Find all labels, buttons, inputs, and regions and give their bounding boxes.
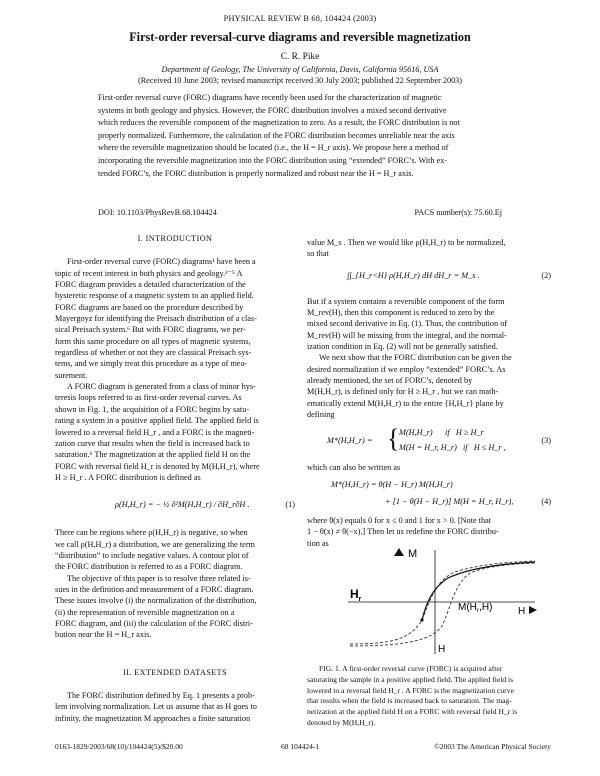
equation-4-number: (4): [541, 496, 551, 506]
label-m-hr-h: [458, 602, 492, 614]
figure-1-caption: [307, 664, 551, 729]
column-right: [307, 237, 551, 549]
text-line: M_rev(H), then this component is reduced to zero by the: [307, 308, 495, 318]
text-line: the FORC distribution is referred to as a FORC diagram.: [55, 562, 243, 572]
text-line: “distribution” to include negative values. A contour plot of: [55, 550, 249, 560]
text-line: lem involving normalization. Let us assume that as H goes to: [55, 702, 257, 712]
text-line: hysteretic response of a magnetic system to an applied field.: [55, 291, 254, 301]
text-line: FORC diagram, and (iii) the calculation of the FORC distri-: [55, 618, 253, 628]
label-m-hr-h-sub: r: [476, 607, 480, 614]
journal-header: PHYSICAL REVIEW B 68, 104424 (2003): [223, 14, 377, 23]
author: C. R. Pike: [280, 52, 320, 62]
text-line: 1 − θ(x) ≠ θ(−x).] Then let us redefine the FORC distribu-: [307, 527, 499, 537]
caption-line: that results when the field is increased back to saturation. The mag-: [307, 696, 512, 706]
text-line: rating a system in a positive applied field. The applied field is: [55, 416, 259, 426]
caption-line: saturating the sample in a positive applied field. The applied field is: [307, 674, 514, 684]
text-line: Mayergoyz for identifying the Preisach distribution of a clas-: [55, 314, 257, 324]
equation-1-text: ρ(H,H_r) = − ½ ∂²M(H,H_r) / ∂H_r∂H .: [115, 500, 250, 510]
intro-paragraph-2: [55, 381, 295, 483]
text-line: already mentioned, the set of FORC’s, denoted by: [307, 376, 473, 386]
abstract-line: properly normalized. Furthermore, the calculation of the FORC distribution becomes unreliable near the axis: [98, 130, 455, 140]
abstract-line: tended FORC’s, the FORC distribution is properly normalized and robust near the H = H_r axis.: [98, 168, 414, 178]
abstract-line: where the reversible magnetization should be located (i.e., the H = H_r axis). We propose here a method of: [98, 143, 449, 153]
equation-3-case-1: M(H,H_r) if H ≥ H_r: [399, 428, 484, 438]
received-dates: (Received 10 June 2003; revised manuscript received 30 July 2003; published 22 September 2003): [137, 76, 462, 85]
text-line: FORC diagrams are based on the procedure described by: [55, 302, 244, 312]
footer-issn: 0163-1829/2003/68(10)/104424(5)/$20.00: [55, 742, 183, 751]
text-line: A FORC diagram is generated from a class of minor hys-: [67, 382, 256, 392]
abstract-line: First-order reversal curve (FORC) diagrams have recently been used for the characterization of magnetic: [98, 93, 442, 102]
extended-paragraph-1: [55, 690, 295, 724]
label-m-hr-h-end: ,H): [479, 602, 493, 613]
paragraph-5: [307, 296, 551, 353]
intro-paragraph-4: [55, 573, 295, 641]
text-line: which can also be written as: [307, 463, 401, 473]
text-line: desired normalization if we employ “extended” FORC’s. As: [307, 364, 506, 374]
lower-branch-curve: [350, 563, 535, 646]
text-line: The objective of this paper is to resolve three related is-: [67, 573, 251, 583]
text-line: we call ρ(H,H_r) a distribution, we are generalizing the term: [55, 539, 255, 549]
text-line: shown in Fig. 1, the acquisition of a FORC begins by satu-: [55, 404, 250, 414]
text-line: There can be regions where ρ(H,H_r) is negative, so when: [55, 528, 248, 538]
text-line: saturation.⁶ The magnetization at the applied field H on the: [55, 450, 251, 460]
text-line: sues in the definition and measurement of a FORC diagram.: [55, 584, 254, 594]
text-line: M_rev(H) will be missing from the integral, and the normal-: [307, 330, 507, 340]
equation-1: [55, 487, 295, 523]
text-line: (ii) the representation of reversible magnetization on a: [55, 607, 235, 617]
footer-copyright: ©2003 The American Physical Society: [434, 742, 551, 751]
section-heading-extended-datasets: II. EXTENDED DATASETS: [123, 667, 227, 677]
text-line: bution near the H = H_r axis.: [55, 630, 152, 640]
equation-3-brace: {: [387, 424, 400, 454]
text-line: form this same procedure on all types of magnetic systems,: [55, 336, 251, 346]
footer-page-number: 68 104424-1: [280, 742, 320, 751]
text-line: zation curve that results when the field is increased back to: [55, 438, 250, 448]
continued-paragraph: [307, 237, 551, 260]
text-line: sical Preisach system.⁶ But with FORC diagrams, we per-: [55, 325, 246, 335]
equation-3-number: (3): [541, 436, 551, 446]
caption-line: netization at the applied field H on a FORC with reversal field H_r is: [307, 707, 518, 717]
text-line: defining: [307, 410, 335, 420]
text-line: topic of recent interest in both physics and geology.²⁻⁵ A: [55, 268, 243, 278]
equation-2: [307, 262, 551, 292]
caption-line: lowered to a reversal field H_r . A FORC is the magnetization curve: [307, 685, 514, 695]
text-line: so that: [307, 249, 329, 259]
caption-line: FIG. 1. A first-order reversal curve (FORC) is acquired after: [319, 664, 503, 673]
text-line: These issues involve (i) the normalization of the distribution,: [55, 596, 257, 606]
pacs-number: PACS number(s): 75.60.Ej: [414, 208, 502, 217]
text-line: First-order reversal curve (FORC) diagrams¹ have been a: [67, 257, 256, 267]
figure-1-forc-diagram: [330, 540, 550, 658]
text-line: lowered to a reversal field H_r , and a FORC is the magneti-: [55, 427, 255, 437]
caption-line: denoted by M(H,H_r).: [307, 717, 376, 727]
text-line: FORC diagram provides a detailed characterization of the: [55, 280, 246, 290]
paper-title: First-order reversal-curve diagrams and reversible magnetization: [129, 30, 471, 44]
affiliation: Department of Geology, The University of California, Davis, California 95616, USA: [161, 65, 439, 74]
abstract: [98, 92, 502, 180]
abstract-line: incorporating the reversible magnetization into the FORC distribution using “extended” FORC’s. With ex-: [98, 155, 448, 165]
equation-3-lhs: M*(H,H_r) =: [327, 436, 373, 446]
equation-4-line-2: + [1 − θ(H − H_r)] M(H = H_r, H_r),: [385, 496, 514, 506]
intro-paragraph-3: [55, 527, 295, 572]
label-m-hr-h-start: M(H: [458, 602, 477, 613]
text-line: ization condition in Eq. (2) will not be generally satisfied.: [307, 342, 498, 352]
intro-paragraph-1: [55, 256, 295, 381]
abstract-line: systems in both geology and physics. However, the FORC distribution involves a mixed second derivative: [98, 105, 447, 115]
paragraph-6: [307, 352, 551, 420]
label-h-bottom: H: [438, 644, 446, 655]
text-line: FORC with reversal field H_r is denoted by M(H,H_r), where: [55, 461, 260, 471]
upper-branch-curve: [350, 561, 535, 644]
text-line: We next show that the FORC distribution can be given the: [319, 353, 512, 363]
label-m: M: [408, 548, 418, 560]
reversal-point-marker: [420, 618, 423, 621]
text-line: H ≥ H_r . A FORC distribution is defined as: [55, 472, 201, 482]
text-line: where θ(x) equals 0 for x ≤ 0 and 1 for x > 0. [Note that: [307, 515, 492, 525]
equation-2-text: ∫∫_{H_r<H} ρ(H,H_r) dH dH_r = M_s .: [347, 270, 480, 280]
text-line: regardless of whether or not they are classical Preisach sys-: [55, 348, 252, 358]
equation-3: [307, 422, 551, 460]
text-line: infinity, the magnetization M approaches a finite saturation: [55, 713, 251, 723]
doi: DOI: 10.1103/PhysRevB.68.104424: [98, 208, 217, 217]
m-arrow-icon: [394, 548, 404, 556]
equation-3-case-2: M(H = H_r, H_r) if H ≤ H_r ,: [399, 443, 506, 453]
column-left: [55, 233, 295, 724]
text-line: M(H,H_r), is defined only for H ≥ H_r , but we can math-: [307, 387, 499, 397]
label-hr: [350, 587, 362, 603]
label-h-arrow: H: [518, 606, 526, 617]
text-line: teresis loops referred to as first-order reversal curves. As: [55, 393, 242, 403]
text-line: tion as: [307, 538, 329, 548]
text-line: tems, and we simply treat this procedure as a type of mea-: [55, 359, 247, 369]
equation-4-line-1: M*(H,H_r) = θ(H − H_r) M(H,H_r): [331, 479, 453, 489]
label-hr-main: H: [350, 587, 359, 601]
equation-2-number: (2): [541, 270, 551, 280]
text-line: mixed second derivative in Eq. (1). Thus, the contribution of: [307, 319, 508, 329]
text-line: ematically extend M(H,H_r) to the entire {H,H_r} plane by: [307, 398, 504, 408]
text-line: surement.: [55, 370, 88, 380]
equation-4: [307, 477, 551, 513]
equation-1-number: (1): [285, 500, 295, 510]
text-line: The FORC distribution defined by Eq. 1 presents a prob-: [67, 691, 255, 700]
section-heading-introduction: I. INTRODUCTION: [137, 234, 213, 243]
h-arrow-icon: [529, 606, 537, 614]
text-line: But if a system contains a reversible component of the form: [307, 296, 505, 306]
text-line: value M_s . Then we would like ρ(H,H_r) to be normalized,: [307, 238, 506, 247]
label-hr-sub: r: [358, 596, 362, 603]
abstract-line: which reduces the reversible component of the magnetization to zero. As a result, the FORC distribution is not: [98, 118, 460, 128]
